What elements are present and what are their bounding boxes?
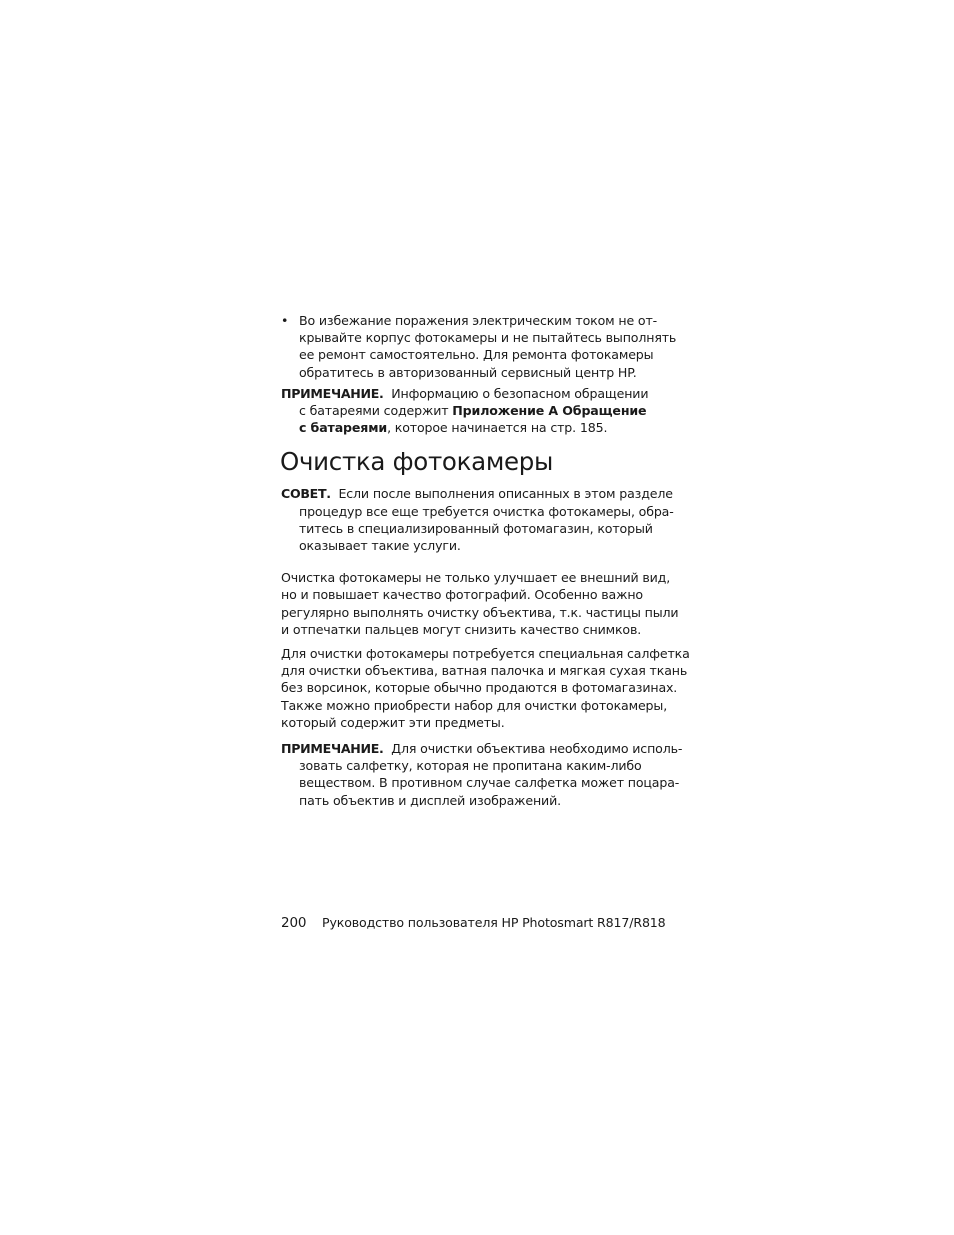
battery-note: [281, 385, 649, 437]
tip-line-4: оказывает такие услуги.: [299, 538, 461, 554]
tip-line-1: [281, 485, 673, 502]
bullet-line-1: [281, 312, 658, 329]
note1-line-2: [281, 402, 649, 419]
note2-label: ПРИМЕЧАНИЕ.: [281, 741, 384, 757]
note2-line-1: [281, 740, 683, 757]
note-label: ПРИМЕЧАНИЕ.: [281, 385, 384, 401]
page-footer: [281, 914, 666, 932]
note1-line-1: [281, 385, 649, 402]
note2-line-3: веществом. В противном случае салфетка может поцара-: [299, 775, 680, 791]
para2-line-1: Для очистки фотокамеры потребуется специальная салфетка: [281, 646, 690, 662]
page-content: [280, 312, 690, 816]
warning-bullet-item: [281, 312, 677, 381]
para1-line-1: Очистка фотокамеры не только улучшает ее внешний вид,: [281, 570, 671, 586]
note2-line-2: зовать салфетку, которая не пропитана каким-либо: [299, 758, 642, 774]
note2-line-4: пать объектив и дисплей изображений.: [299, 792, 561, 808]
tip-note: [281, 485, 674, 554]
para2-line-4: Также можно приобрести набор для очистки фотокамеры,: [281, 697, 668, 713]
bullet-line-4: обратитесь в авторизованный сервисный центр HP.: [299, 364, 637, 380]
para1-line-3: регулярно выполнять очистку объектива, т.к. частицы пыли: [281, 604, 679, 620]
tip-line-2: процедур все еще требуется очистка фотокамеры, обра-: [299, 503, 674, 519]
bullet-mark: •: [281, 313, 289, 328]
note1-text-3: , которое начинается на стр. 185.: [387, 420, 608, 436]
para2-line-2: для очистки объектива, ватная палочка и мягкая сухая ткань: [281, 663, 688, 679]
appendix-reference-cont: с батареями: [299, 420, 388, 436]
footer-title: Руководство пользователя HP Photosmart R817/R818: [322, 915, 666, 930]
page-number: 200: [281, 915, 307, 931]
note2-text-1: Для очистки объектива необходимо исполь-: [391, 741, 683, 757]
tip-text-1: Если после выполнения описанных в этом разделе: [338, 486, 673, 502]
note1-text-2: с батареями содержит: [299, 403, 453, 419]
note1-text-1: Информацию о безопасном обращении: [391, 385, 649, 401]
para1-line-2: но и повышает качество фотографий. Особенно важно: [281, 587, 643, 603]
lens-note: [281, 740, 683, 809]
para2-line-5: который содержит эти предметы.: [281, 714, 505, 730]
appendix-reference: Приложение А Обращение: [452, 403, 647, 419]
bullet-line-2: крывайте корпус фотокамеры и не пытайтесь выполнять: [299, 330, 677, 346]
paragraph-cleaning-benefits: [281, 569, 679, 638]
note1-line-3: [281, 419, 649, 436]
tip-line-3: титесь в специализированный фотомагазин, который: [299, 520, 653, 536]
bullet-line-3: ее ремонт самостоятельно. Для ремонта фотокамеры: [299, 347, 654, 363]
section-heading: Очистка фотокамеры: [280, 447, 554, 477]
tip-label: СОВЕТ.: [281, 486, 331, 502]
para1-line-4: и отпечатки пальцев могут снизить качество снимков.: [281, 621, 642, 637]
para2-line-3: без ворсинок, которые обычно продаются в фотомагазинах.: [281, 680, 678, 696]
paragraph-cleaning-supplies: [281, 645, 690, 731]
bullet-text-1: Во избежание поражения электрическим током не от-: [299, 313, 658, 328]
